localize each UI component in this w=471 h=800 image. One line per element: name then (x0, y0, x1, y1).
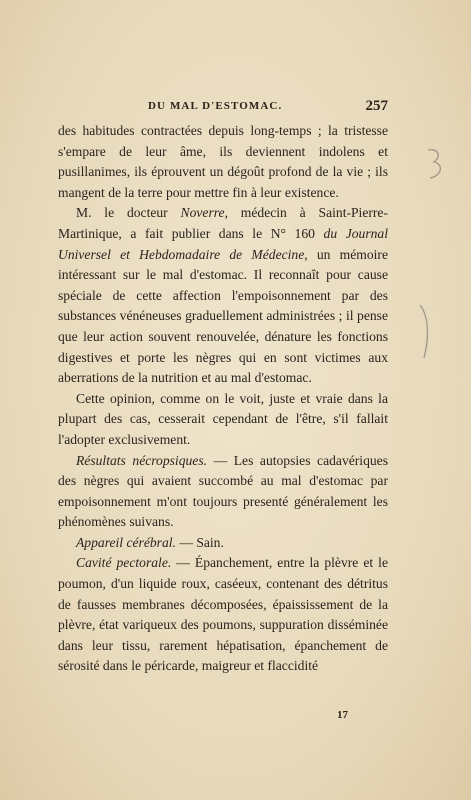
page-header (148, 100, 388, 120)
signature-mark: 17 (337, 709, 348, 721)
paragraph-3: Cette opinion, comme on le voit, juste et vraie dans la plupart des cas, cesserait cependant de l'être, s'il fallait l'adopter exclusivement. (58, 390, 388, 447)
paragraph-1: des habitudes contractées depuis long-temps ; la tristesse s'empare de leur âme, ils deviennent indolens et pusillanimes, ils éprouvent un dégoût profond de la vie ; ils mangent de la terre pour mettre fin à leur existence. (58, 123, 388, 200)
paragraph-6: Cavité pectorale. — Épanchement, entre la plèvre et le poumon, d'un liquide roux, caséeux, contenant des détritus de fausses membranes décomposées, épaississement de la plèvre, état variqueux des poumons, suppuration disséminée dans leur tissu, rarement hépatisation, épanchement de sérosité dans le péricarde, maigreur et flaccidité (58, 555, 388, 674)
page-number: 257 (365, 98, 388, 114)
paragraph-2: M. le docteur Noverre, médecin à Saint-Pierre-Martinique, a fait publier dans le N° 160 du Journal Universel et Hebdomadaire de Médecine, un mémoire intéressant sur le mal d'estomac. Il reconnaît pour cause spéciale de cette affection l'empoisonnement par des substances vénéneuses graduellement administrées ; il pense que leur action souvent renouvelée, dénature les fonctions digestives et porte les nègres qui en sont victimes aux aberrations de la nutrition et au mal d'estomac. (58, 205, 389, 386)
paragraph-5: Appareil cérébral. — Sain. (76, 534, 224, 550)
pencil-marks-icon (398, 130, 458, 380)
paragraph-4: Résultats nécropsiques. — Les autopsies cadavériques des nègres qui avaient succombé au mal d'estomac par empoisonnement m'ont toujours presenté généralement les phénomènes suivans. (58, 452, 388, 530)
running-head: DU MAL D'ESTOMAC. (148, 100, 283, 112)
body-text (58, 121, 388, 677)
